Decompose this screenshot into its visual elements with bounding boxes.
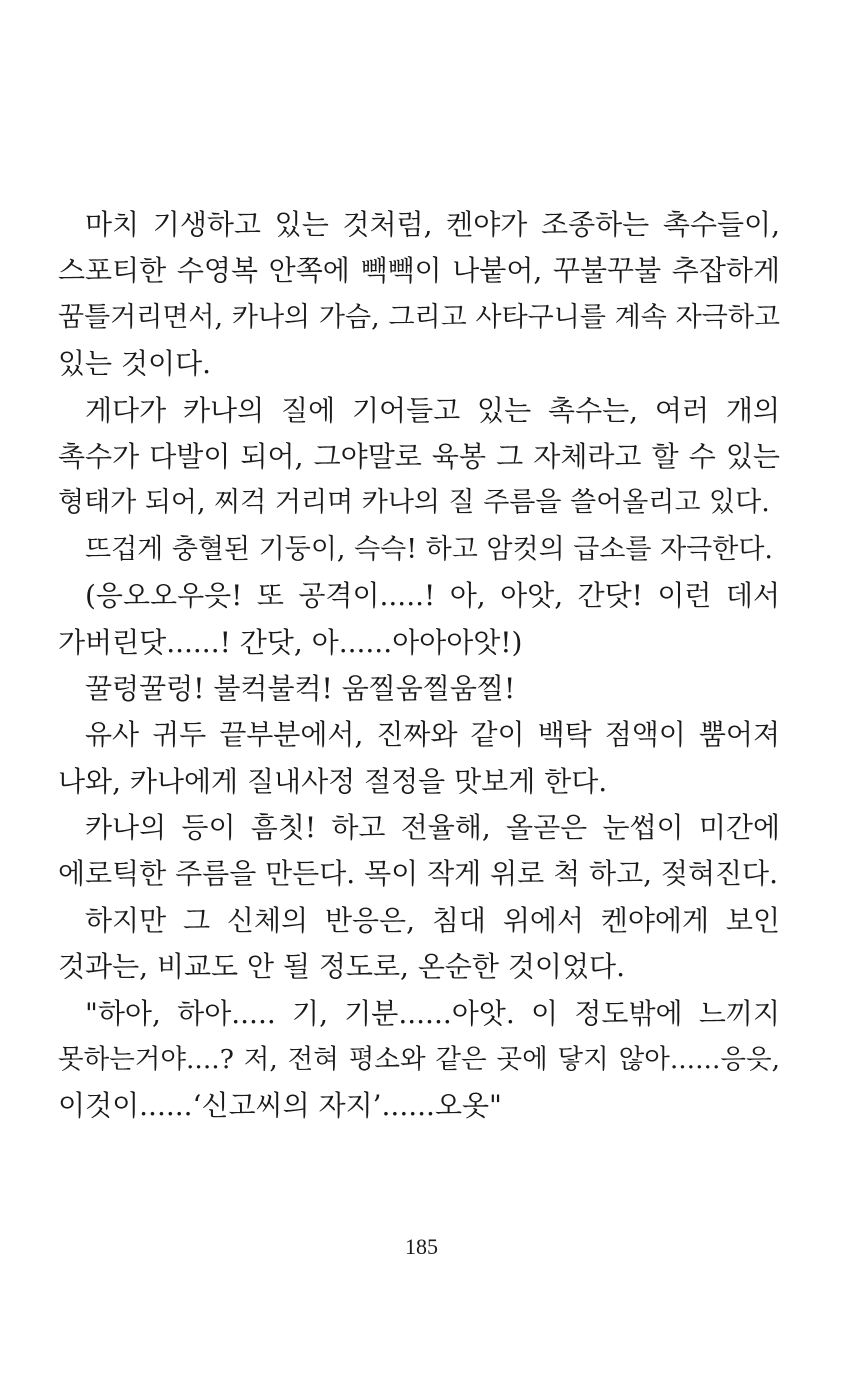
text-line: 카나의 등이 흠칫! 하고 전율해, 올곧은 눈썹이 미간에	[85, 811, 780, 845]
text-line: 나와, 카나에게 질내사정 절정을 맛보게 한다.	[58, 764, 608, 798]
text-line: 촉수가 다발이 되어, 그야말로 육봉 그 자체라고 할 수 있는	[58, 439, 780, 473]
paragraph-2	[58, 388, 780, 527]
paragraph-1	[58, 202, 780, 388]
paragraph-4	[58, 573, 780, 666]
paragraph-6	[58, 712, 780, 805]
text-line: 하지만 그 신체의 반응은, 침대 위에서 켄야에게 보인	[85, 903, 780, 937]
text-line: 가버린닷......! 간닷, 아......아아아앗!)	[58, 625, 523, 659]
text-line: 있는 것이다.	[58, 347, 212, 381]
paragraph-3	[58, 527, 780, 573]
text-line: 못하는거야....? 저, 전혀 평소와 같은 곳에 닿지 않아......응읏,	[58, 1044, 780, 1076]
text-line: 것과는, 비교도 안 될 정도로, 온순한 것이었다.	[58, 950, 625, 984]
text-line: 에로틱한 주름을 만든다. 목이 작게 위로 척 하고, 젖혀진다.	[58, 857, 779, 891]
text-line: 뜨겁게 충혈된 기둥이, 슥슥! 하고 암컷의 급소를 자극한다.	[85, 533, 773, 565]
text-line: 게다가 카나의 질에 기어들고 있는 촉수는, 여러 개의	[85, 393, 780, 427]
page-number: 185	[405, 1234, 438, 1259]
paragraph-5	[58, 666, 780, 712]
body-text	[58, 202, 780, 1130]
paragraph-7	[58, 805, 780, 898]
text-line: "하아, 하아..... 기, 기분......아앗. 이 정도밖에 느끼지	[85, 996, 780, 1030]
text-line: 꿀렁꿀렁! 불컥불컥! 움찔움찔움찔!	[85, 671, 516, 705]
text-line: 형태가 되어, 찌걱 거리며 카나의 질 주름을 쓸어올리고 있다.	[58, 487, 770, 519]
text-line: 꿈틀거리면서, 카나의 가슴, 그리고 사타구니를 계속 자극하고	[58, 301, 780, 333]
paragraph-8	[58, 898, 780, 991]
text-line: 마치 기생하고 있는 것처럼, 켄야가 조종하는 촉수들이,	[85, 208, 780, 241]
text-line: 이것이......‘신고씨의 자지’......오옷"	[58, 1089, 502, 1123]
text-line: (응오오우읏! 또 공격이.....! 아, 아앗, 간닷! 이런 데서	[85, 579, 780, 613]
paragraph-9	[58, 991, 780, 1130]
text-line: 스포티한 수영복 안쪽에 빽빽이 나붙어, 꾸불꾸불 추잡하게	[58, 254, 780, 288]
text-line: 유사 귀두 끝부분에서, 진짜와 같이 백탁 점액이 뿜어져	[85, 718, 780, 752]
